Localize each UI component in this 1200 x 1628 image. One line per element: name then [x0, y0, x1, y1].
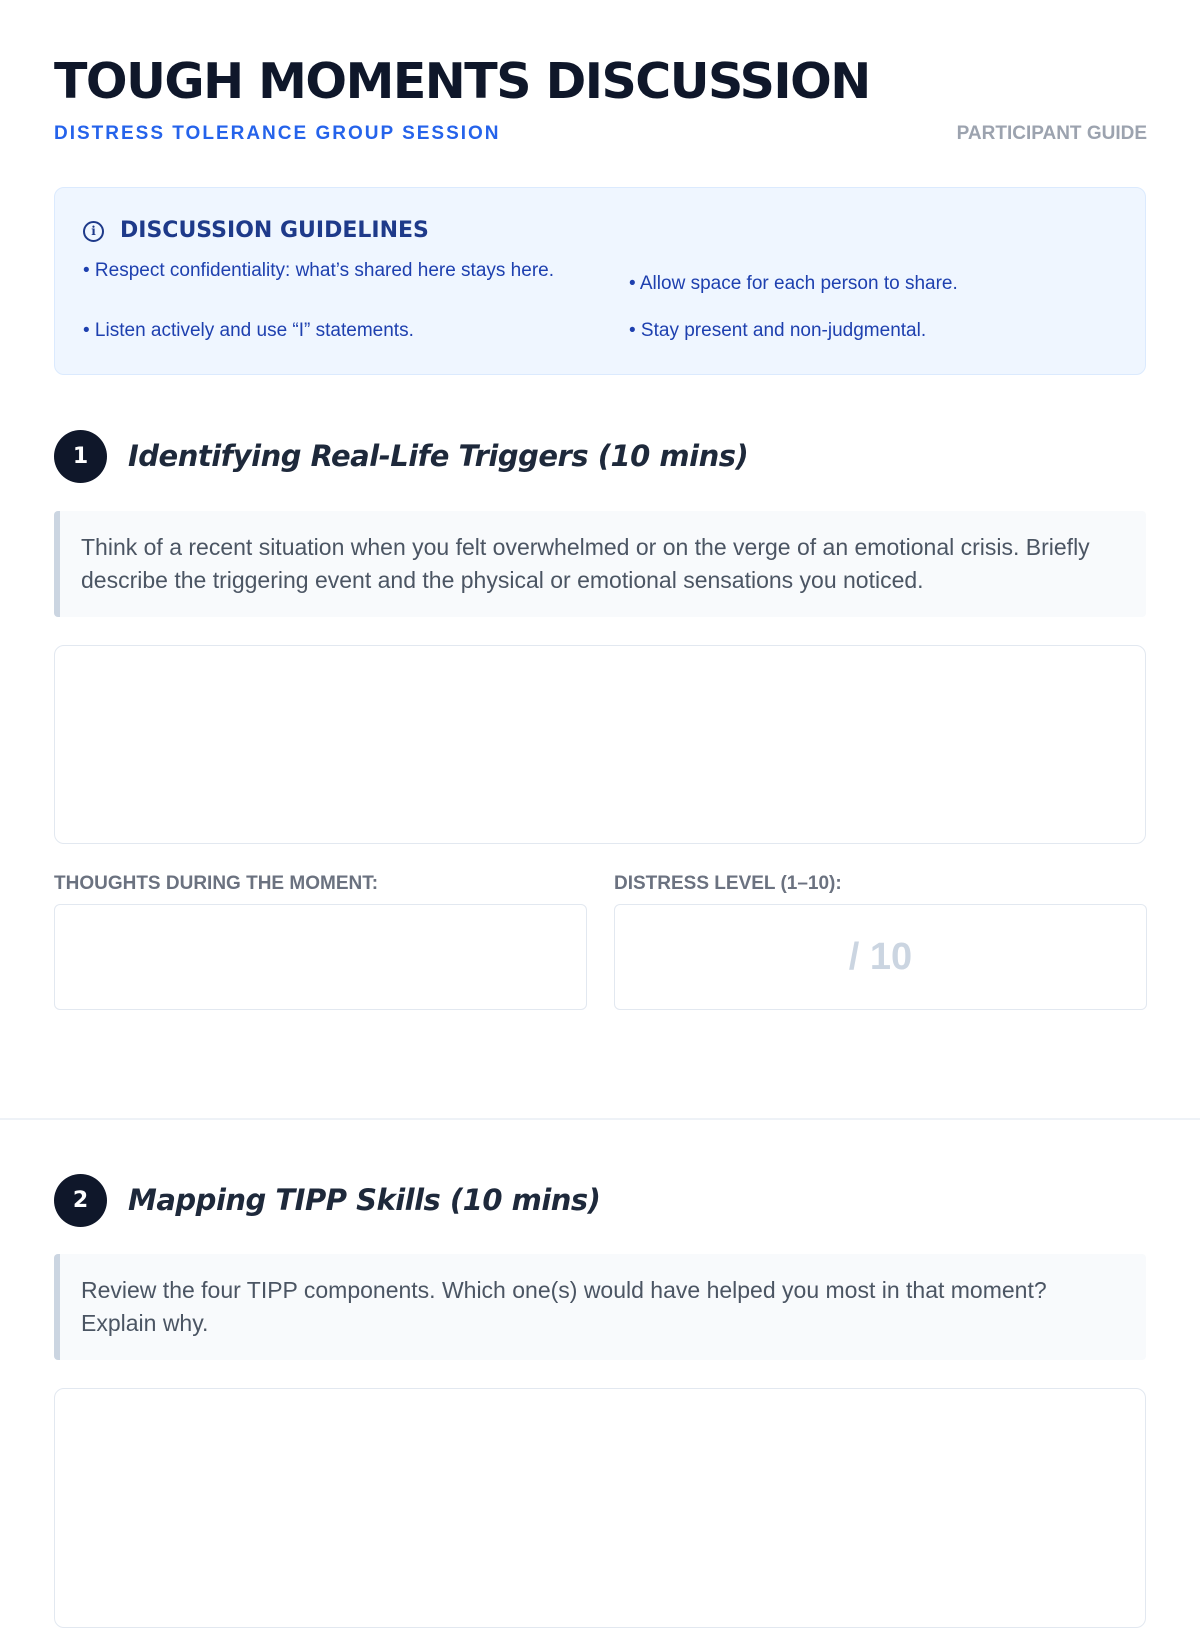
section-prompt: Think of a recent situation when you felt overwhelmed or on the verge of an emotional crisis. Briefly describe the triggering event and the physical or emotional sensations you noticed. [54, 511, 1146, 617]
guide-type-label: PARTICIPANT GUIDE [956, 123, 1147, 144]
section-divider [0, 1118, 1200, 1120]
page-subtitle: DISTRESS TOLERANCE GROUP SESSION [54, 123, 501, 144]
thoughts-field[interactable] [54, 904, 587, 1010]
discussion-guidelines-panel [54, 187, 1146, 375]
guideline-item-present: • Stay present and non-judgmental. [629, 320, 927, 341]
guideline-item-space: • Allow space for each person to share. [629, 273, 958, 294]
guidelines-title: DISCUSSION GUIDELINES [120, 218, 429, 243]
section-title: Identifying Real-Life Triggers (10 mins) [128, 439, 749, 473]
page-title: TOUGH MOMENTS DISCUSSION [54, 53, 870, 110]
distress-level-field[interactable] [614, 904, 1147, 1010]
section-number-badge: 1 [54, 430, 107, 483]
tipp-explanation-field[interactable] [54, 1388, 1146, 1628]
section-prompt: Review the four TIPP components. Which one(s) would have helped you most in that moment? Explain why. [54, 1254, 1146, 1360]
distress-scale-suffix: / 10 [848, 935, 913, 978]
trigger-description-field[interactable] [54, 645, 1146, 844]
distress-level-label: DISTRESS LEVEL (1–10): [614, 873, 842, 894]
guideline-item-listen: • Listen actively and use “I” statements. [83, 320, 414, 341]
thoughts-field-label: THOUGHTS DURING THE MOMENT: [54, 873, 379, 894]
info-icon: i [83, 221, 104, 242]
section-title: Mapping TIPP Skills (10 mins) [128, 1183, 601, 1217]
guideline-item-confidentiality: • Respect confidentiality: what’s shared here stays here. [83, 260, 554, 281]
section-number-badge: 2 [54, 1174, 107, 1227]
guidelines-header [83, 218, 429, 244]
